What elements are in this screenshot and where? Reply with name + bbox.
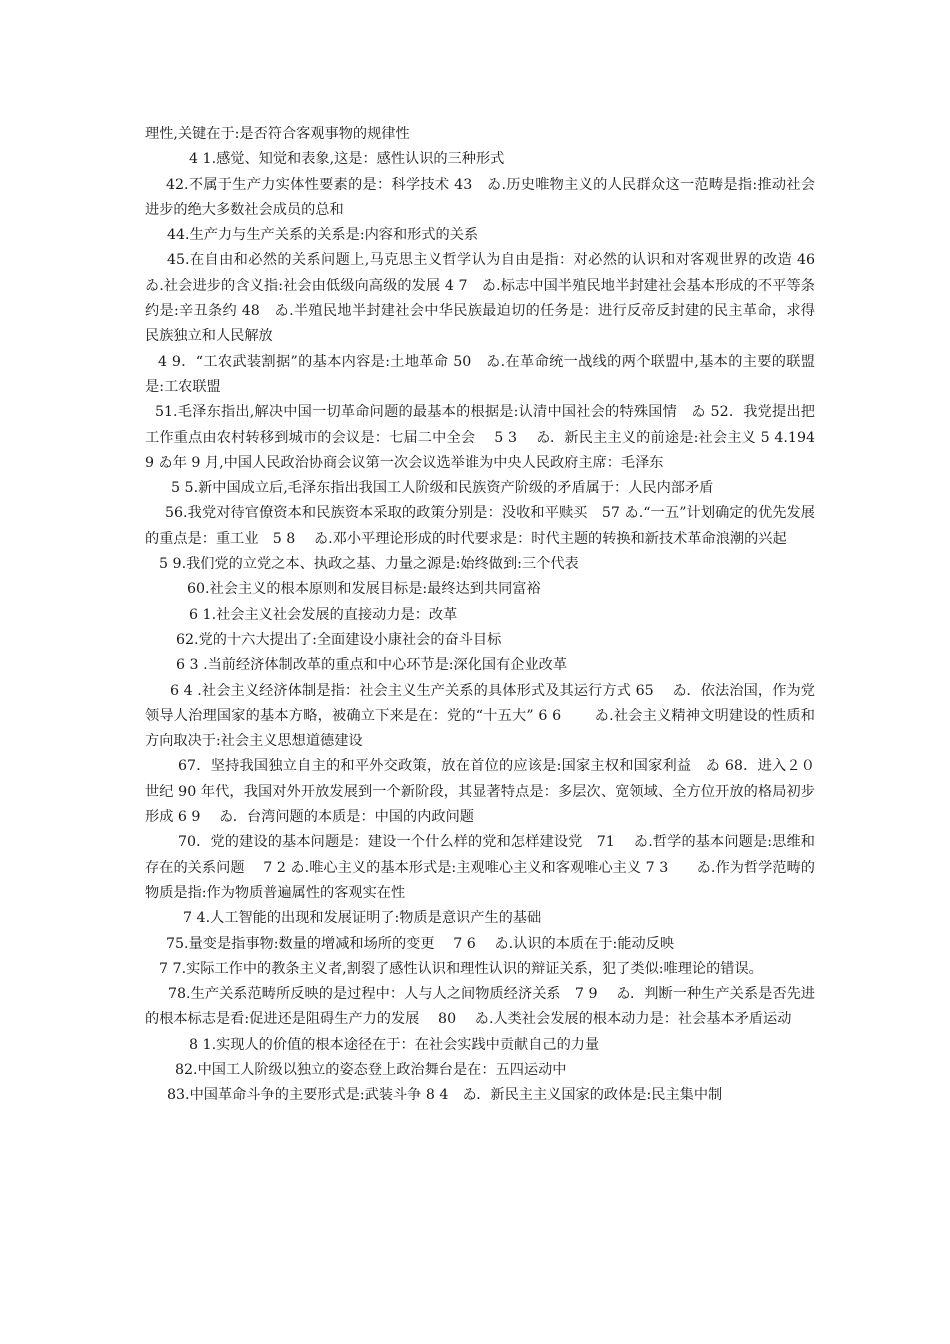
paragraph: 6 4 .社会主义经济体制是指：社会主义生产关系的具体形式及其运行方式 65 ゐ．依法治国，作为党领导人治理国家的基本方略，被确立下来是在：党的“十五大” 6 6 ゐ.社会主义精神文明建设的性质和方向取决于:社会主义思想道德建设	[145, 682, 815, 750]
paragraph: 60.社会主义的根本原则和发展目标是:最终达到共同富裕	[187, 581, 541, 598]
paragraph: 7 4.人工智能的出现和发展证明了:物质是意识产生的基础	[183, 910, 542, 927]
paragraph: 5 9.我们党的立党之本、执政之基、力量之源是:始终做到:三个代表	[159, 556, 579, 573]
paragraph: 5 5.新中国成立后,毛泽东指出我国工人阶级和民族资产阶级的矛盾属于：人民内部矛盾	[171, 480, 714, 497]
paragraph: 78.生产关系范畴所反映的是过程中：人与人之间物质经济关系 7 9 ゐ．判断一种生产关系是否先进的根本标志是看:促进还是阻碍生产力的发展 80 ゐ.人类社会发展的根本动力是：社会基本矛盾运动	[145, 986, 815, 1028]
paragraph: 67．坚持我国独立自主的和平外交政策，放在首位的应该是:国家主权和国家利益 ゐ 68．进入２０世纪 90 年代，我国对外开放发展到一个新阶段，其显著特点是：多层次、宽领域、全方位开放的格局初步形成 6 9 ゐ．台湾问题的本质是：中国的内政问题	[145, 758, 815, 826]
paragraph: 62.党的十六大提出了:全面建设小康社会的奋斗目标	[176, 631, 502, 648]
paragraph: 7 7.实际工作中的教条主义者,割裂了感性认识和理性认识的辩证关系，犯了类似:唯理论的错误。	[159, 960, 763, 977]
paragraph: 75.量变是指事物:数量的增减和场所的变更 7 6 ゐ.认识的本质在于:能动反映	[166, 935, 675, 952]
paragraph: 45.在自由和必然的关系问题上,马克思主义哲学认为自由是指：对必然的认识和对客观世界的改造 46 ゐ.社会进步的含义指:社会由低级向高级的发展 4 7 ゐ.标志中国半殖民地半封建社会基本形成的不平等条约是:辛丑条约 48 ゐ.半殖民地半封建社会中华民族最迫切的任务是：进行反帝反封建的民主革命，求得民族独立和人民解放	[145, 252, 830, 345]
paragraph: 6 1.社会主义社会发展的直接动力是：改革	[189, 606, 458, 623]
document-body	[145, 122, 830, 1109]
paragraph: 42.不属于生产力实体性要素的是：科学技术 43 ゐ.历史唯物主义的人民群众这一范畴是指:推动社会进步的绝大多数社会成员的总和	[145, 176, 815, 218]
paragraph: 6 3 .当前经济体制改革的重点和中心环节是:深化国有企业改革	[176, 657, 568, 674]
paragraph: 4 1.感觉、知觉和表象,这是：感性认识的三种形式	[189, 151, 505, 168]
paragraph: 56.我党对待官僚资本和民族资本采取的政策分别是：没收和平赎买 57 ゐ.“一五”计划确定的优先发展的重点是：重工业 5 8 ゐ.邓小平理论形成的时代要求是：时代主题的转换和新技术革命浪潮的兴起	[145, 505, 815, 547]
paragraph: 4 9．“工农武装割据”的基本内容是:土地革命 50 ゐ.在革命统一战线的两个联盟中,基本的主要的联盟是:工农联盟	[145, 353, 815, 395]
paragraph: 44.生产力与生产关系的关系是:内容和形式的关系	[167, 227, 479, 244]
paragraph: 82.中国工人阶级以独立的姿态登上政治舞台是在：五四运动中	[175, 1061, 567, 1078]
paragraph: 83.中国革命斗争的主要形式是:武装斗争 8 4 ゐ．新民主主义国家的政体是:民主集中制	[167, 1087, 723, 1104]
paragraph: 8 1.实现人的价值的根本途径在于：在社会实践中贡献自己的力量	[189, 1036, 600, 1053]
paragraph: 理性,关键在于:是否符合客观事物的规律性	[145, 126, 410, 142]
paragraph: 51.毛泽东指出,解决中国一切革命问题的最基本的根据是:认清中国社会的特殊国情 ゐ 52．我党提出把工作重点由农村转移到城市的会议是：七届二中全会 5 3 ゐ．新民主主义的前途是:社会主义 5 4.1949 ゐ年 9 月,中国人民政治协商会议第一次会议选举谁为中央人民政府主席：毛泽东	[145, 404, 815, 471]
paragraph: 70．党的建设的基本问题是：建设一个什么样的党和怎样建设党 71 ゐ.哲学的基本问题是:思维和存在的关系问题 7 2 ゐ.唯心主义的基本形式是:主观唯心主义和客观唯心主义 7 3 ゐ.作为哲学范畴的物质是指:作为物质普遍属性的客观实在性	[145, 834, 815, 901]
